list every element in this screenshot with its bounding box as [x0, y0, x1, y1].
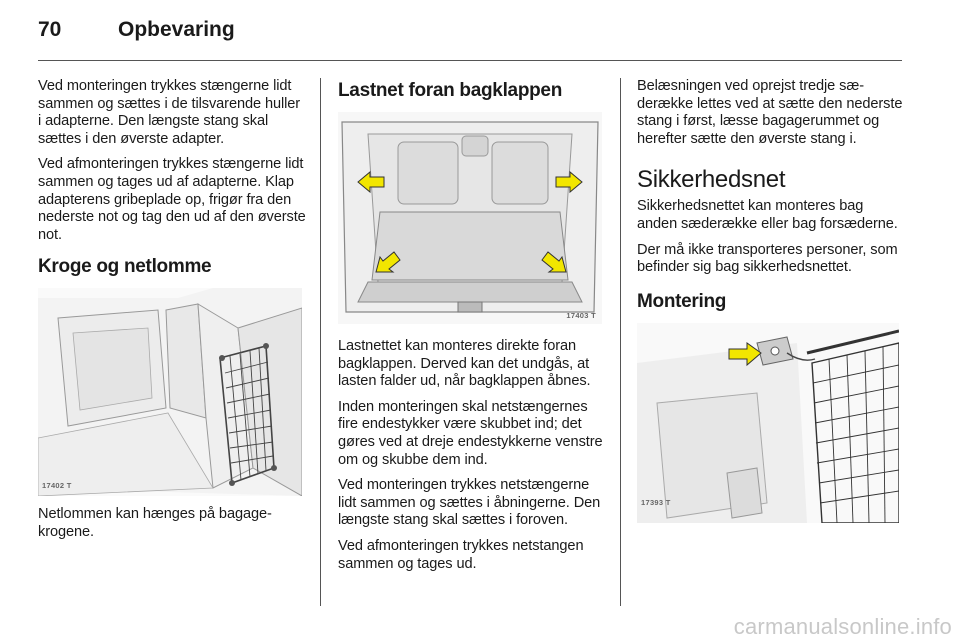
figure-net-pocket — [38, 288, 302, 496]
col3-paragraph-3: Der må ikke transporteres personer, som befinder sig bag sikkerhedsnettet. — [637, 241, 898, 276]
figure-cargo-net-tailgate — [338, 112, 602, 324]
column-1 — [38, 78, 306, 550]
col2-paragraph-2: Inden monteringen skal netstængernes fire endestykker være skubbet ind; det gøres ved at dreje endestykkerne venstre om og skubbe dem ind. — [338, 398, 603, 468]
column-3 — [637, 78, 905, 523]
col3-paragraph-2: Sikkerhedsnettet kan monteres bag anden sæderække eller bag forsæderne. — [637, 198, 898, 232]
col3-heading-large: Sikkerhedsnet — [637, 166, 786, 194]
col3-heading: Montering — [637, 290, 727, 312]
page-number: 70 — [38, 18, 62, 41]
column-divider-2 — [620, 78, 621, 606]
col2-paragraph-1: Lastnettet kan monteres direkte foran bagklappen. Derved kan det undgås, at lasten falder ud, når bagklappen åbnes. — [338, 338, 591, 390]
col1-paragraph-2: Ved afmonteringen trykkes stængerne lidt sammen og tages ud af adapterne. Klap adapterens gribeplade op, frigør fra den nederste not og tag den ud af den øverste not. — [38, 156, 306, 243]
header-rule — [38, 60, 902, 61]
col1-paragraph-1: Ved monteringen trykkes stængerne lidt sammen og sættes i de tilsvarende huller i adapterne. Den længste stang skal sættes i den øverste adapter. — [38, 78, 301, 147]
col1-heading: Kroge og netlomme — [38, 256, 212, 278]
col3-paragraph-1: Belæsningen ved oprejst tredje sæderække lettes ved at sætte den nederste stang i først, læsse bagagerummet og herefter sætte den øverste stang i. — [637, 78, 903, 147]
col2-paragraph-3: Ved monteringen trykkes netstængerne lidt sammen og sættes i åbningerne. Den længste stang skal sættes i foroven. — [338, 477, 601, 529]
chapter-title: Opbevaring — [118, 18, 235, 41]
figure-code-17402: 17402 T — [42, 481, 72, 491]
figure-code-17403: 17403 T — [566, 311, 596, 320]
col1-paragraph-3: Netlommen kan hænges på bagagekrogene. — [38, 506, 272, 540]
col2-heading: Lastnet foran bagklappen — [338, 80, 563, 101]
col2-paragraph-4: Ved afmonteringen trykkes netstangen sammen og tages ud. — [338, 537, 584, 572]
watermark: carmanualsonline.info — [733, 614, 952, 639]
figure-code-17393: 17393 T — [641, 497, 671, 507]
column-divider-1 — [320, 78, 321, 606]
figure-safety-net-mounting — [637, 323, 899, 523]
column-2 — [338, 78, 606, 581]
